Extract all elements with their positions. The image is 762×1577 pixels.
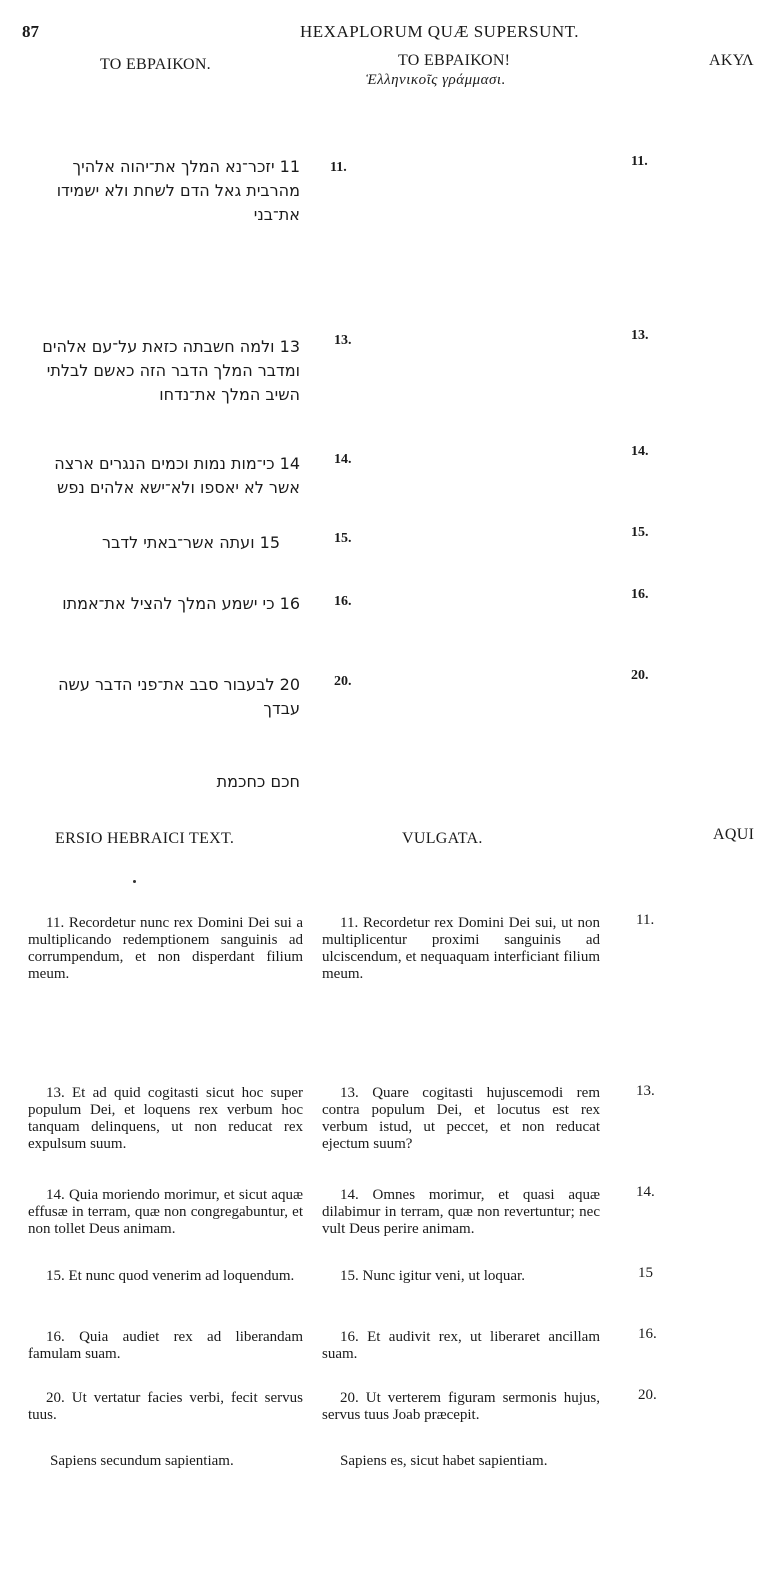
page-number: 87: [22, 22, 39, 41]
verse-number: 20.: [638, 1387, 657, 1403]
verse-number: 13.: [46, 1085, 65, 1101]
vulgata-verse: [322, 1187, 600, 1238]
hebrew-verse: [20, 673, 300, 721]
hebrew-verse: [20, 452, 300, 500]
vulgata-column-title: VULGATA.: [402, 830, 483, 847]
verse-number: 20.: [46, 1390, 65, 1406]
vulgata-verse: [322, 1329, 600, 1363]
verse-text: Quia audiet rex ad liberandam famulam suam.: [28, 1329, 304, 1362]
verse-number: 11.: [636, 912, 655, 928]
verse-text: Et ad quid cogitasti sicut hoc super populum Dei, et loquens rex verbum hoc tanquam delinquens, ut non reducat rex expulsum suum.: [28, 1085, 303, 1152]
verse-number: 15: [638, 1265, 653, 1281]
verse-number: 11.: [340, 915, 359, 931]
verse-number: 13.: [631, 328, 649, 343]
latin-hebraic-verse: [28, 1390, 303, 1424]
verse-number: 15.: [46, 1268, 65, 1284]
verse-text: Recordetur rex Domini Dei sui, ut non multiplicentur proximi sanguinis ad ulciscendum, et nequaquam interficiant filium meum.: [322, 915, 600, 982]
hebrew-verse: [20, 592, 300, 616]
aquila-latin-column-title: AQUI: [713, 826, 755, 843]
verse-number: 14.: [334, 452, 352, 467]
verse-text: Omnes morimur, et quasi aquæ dilabimur in terram, quæ non revertuntur; nec vult Deus perire animam.: [322, 1187, 600, 1237]
verse-text: Recordetur nunc rex Domini Dei sui a multiplicando redemptionem sanguinis ad corrumpendum, et non disperdant filium meum.: [28, 915, 304, 982]
latin-hebraic-closing: Sapiens secundum sapientiam.: [50, 1453, 234, 1469]
verse-number: 14.: [46, 1187, 65, 1203]
verse-number: 11.: [631, 154, 648, 169]
verse-text: Ut vertatur facies verbi, fecit servus tuus.: [28, 1390, 303, 1423]
vulgata-verse: [322, 1390, 600, 1424]
verse-number: 20.: [334, 674, 352, 689]
verse-number: 15: [259, 533, 280, 552]
verse-text: Et audivit rex, ut liberaret ancillam suam.: [322, 1329, 601, 1362]
verse-number: 20.: [631, 668, 649, 683]
running-title: HEXAPLORUM QUÆ SUPERSUNT.: [300, 22, 580, 41]
verse-number: 11.: [46, 915, 65, 931]
verse-number: 13.: [334, 333, 352, 348]
verse-text: כי־מות נמות וכמים הנגרים ארצה אשר לא יאספו ולא־ישא אלהים נפש: [54, 454, 300, 497]
verse-number: 14.: [340, 1187, 359, 1203]
verse-text: ולמה חשבתה כזאת על־עם אלהים ומדבר המלך הדבר הזה כאשם לבלתי השיב המלך את־נדחו: [42, 337, 300, 404]
verse-number: 16.: [340, 1329, 359, 1345]
verse-number: 13.: [340, 1085, 359, 1101]
latin-hebraic-verse: [28, 1329, 303, 1363]
latin-hebraic-verse: [28, 1085, 303, 1153]
transliteration-column-title: ΤΟ ΕΒΡΑΙΚΟΝ!: [398, 52, 511, 69]
ink-speck: [133, 880, 136, 883]
vulgata-closing: Sapiens es, sicut habet sapientiam.: [340, 1453, 548, 1469]
verse-number: 13.: [636, 1083, 655, 1099]
verse-text: Et nunc quod venerim ad loquendum.: [68, 1268, 295, 1284]
latin-hebraic-verse: [28, 915, 303, 983]
verse-number: 11.: [330, 160, 347, 175]
versio-hebraici-column-title: ERSIO HEBRAICI TEXT.: [55, 830, 235, 847]
verse-text: Nunc igitur veni, ut loquar.: [362, 1268, 525, 1284]
verse-number: 16.: [46, 1329, 65, 1345]
verse-number: 11: [279, 157, 300, 176]
verse-number: 20.: [340, 1390, 359, 1406]
hebrew-closing: חכם כחכמת: [216, 772, 300, 791]
hebrew-verse: [20, 531, 280, 555]
verse-number: 16.: [631, 587, 649, 602]
vulgata-verse: [322, 1268, 600, 1285]
verse-number: 20: [279, 675, 300, 694]
hebrew-column-title: ΤΟ ΕΒΡΑΙΚΟΝ.: [100, 56, 211, 73]
aquila-greek-column-title: ΑΚΥΛ: [709, 52, 754, 69]
verse-text: כי ישמע המלך להציל את־אמתו: [62, 594, 275, 613]
latin-hebraic-verse: [28, 1187, 303, 1238]
vulgata-verse: [322, 1085, 600, 1153]
verse-text: Quia moriendo morimur, et sicut aquæ effusæ in terram, quæ non congregabuntur, et non tollet Deus animam.: [28, 1187, 304, 1237]
verse-number: 15.: [340, 1268, 359, 1284]
hebrew-verse: [20, 335, 300, 407]
latin-hebraic-verse: [28, 1268, 303, 1285]
verse-number: 14.: [631, 444, 649, 459]
verse-text: ועתה אשר־באתי לדבר: [102, 533, 255, 552]
verse-text: Ut verterem figuram sermonis hujus, servus tuus Joab præcepit.: [322, 1390, 601, 1423]
verse-text: יזכר־נא המלך את־יהוה אלהיך מהרבית גאל הדם לשחת ולא ישמידו את־בני: [56, 157, 300, 224]
verse-text: Quare cogitasti hujuscemodi rem contra populum Dei, et locutus est rex verbum istud, ut peccet, et non reducat ejectum suum?: [322, 1085, 600, 1152]
verse-number: 16: [279, 594, 300, 613]
verse-number: 14.: [636, 1184, 655, 1200]
verse-text: לבעבור סבב את־פני הדבר עשה עבדך: [58, 675, 300, 718]
verse-number: 16.: [638, 1326, 657, 1342]
hebrew-verse: [20, 155, 300, 227]
verse-number: 14: [279, 454, 300, 473]
verse-number: 13: [279, 337, 300, 356]
transliteration-column-subtitle: Ἑλληνικοῖς γράμμασι.: [366, 72, 506, 88]
vulgata-verse: [322, 915, 600, 983]
verse-number: 16.: [334, 594, 352, 609]
verse-number: 15.: [631, 525, 649, 540]
verse-number: 15.: [334, 531, 352, 546]
